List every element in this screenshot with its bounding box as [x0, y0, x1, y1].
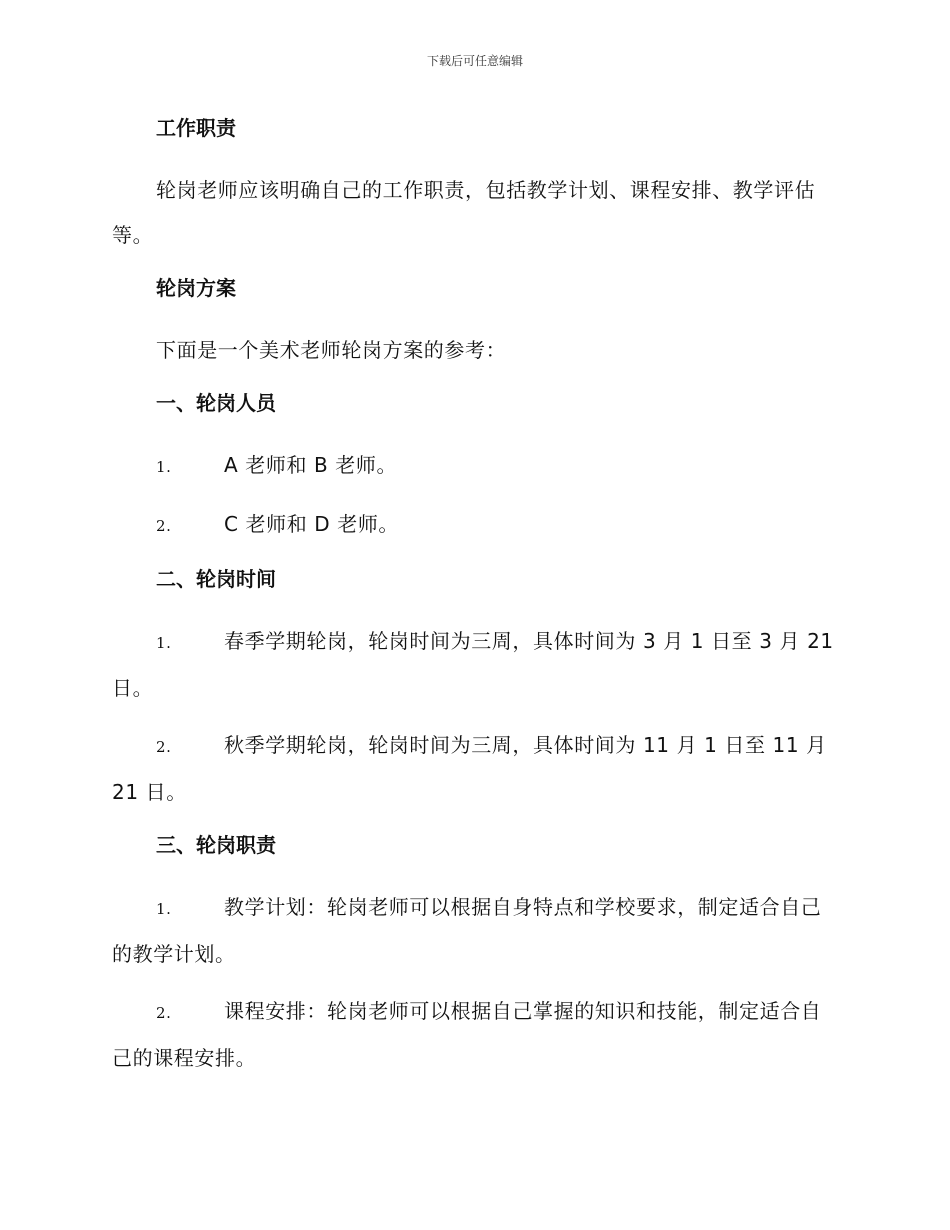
list-item-text: C 老师和 D 老师。 [224, 512, 400, 536]
list-item-number: 1. [156, 634, 172, 652]
list-item [112, 443, 834, 490]
list-item-number: 2. [156, 1004, 172, 1022]
list-item [112, 619, 834, 711]
section-heading-duty: 工作职责 [156, 116, 236, 140]
duty-paragraph: 轮岗老师应该明确自己的工作职责，包括教学计划、课程安排、教学评估等。 [112, 178, 816, 247]
plan-intro-paragraph: 下面是一个美术老师轮岗方案的参考： [156, 338, 507, 362]
section-heading-personnel: 一、轮岗人员 [156, 391, 276, 415]
list-item-text: 秋季学期轮岗，轮岗时间为三周，具体时间为 11 月 1 日至 11 月 21 日。 [112, 733, 827, 804]
list-item-number: 1. [156, 458, 172, 476]
section-heading-plan: 轮岗方案 [156, 276, 236, 300]
list-item-number: 2. [156, 738, 172, 756]
list-item-number: 1. [156, 900, 172, 918]
list-item [112, 885, 834, 977]
document-body [112, 110, 834, 1093]
section-heading-time: 二、轮岗时间 [156, 567, 276, 591]
list-item-text: 春季学期轮岗，轮岗时间为三周，具体时间为 3 月 1 日至 3 月 21 日。 [112, 629, 834, 700]
list-item [112, 723, 834, 815]
list-item [112, 502, 834, 549]
list-item-text: 课程安排：轮岗老师可以根据自己掌握的知识和技能，制定适合自己的课程安排。 [112, 999, 822, 1070]
section-heading-responsibility: 三、轮岗职责 [156, 833, 276, 857]
list-item-text: 教学计划：轮岗老师可以根据自身特点和学校要求，制定适合自己的教学计划。 [112, 895, 822, 966]
list-item-text: A 老师和 B 老师。 [224, 453, 398, 477]
list-item-number: 2. [156, 517, 172, 535]
list-item [112, 989, 834, 1081]
page-header: 下载后可任意编辑 [426, 54, 523, 68]
